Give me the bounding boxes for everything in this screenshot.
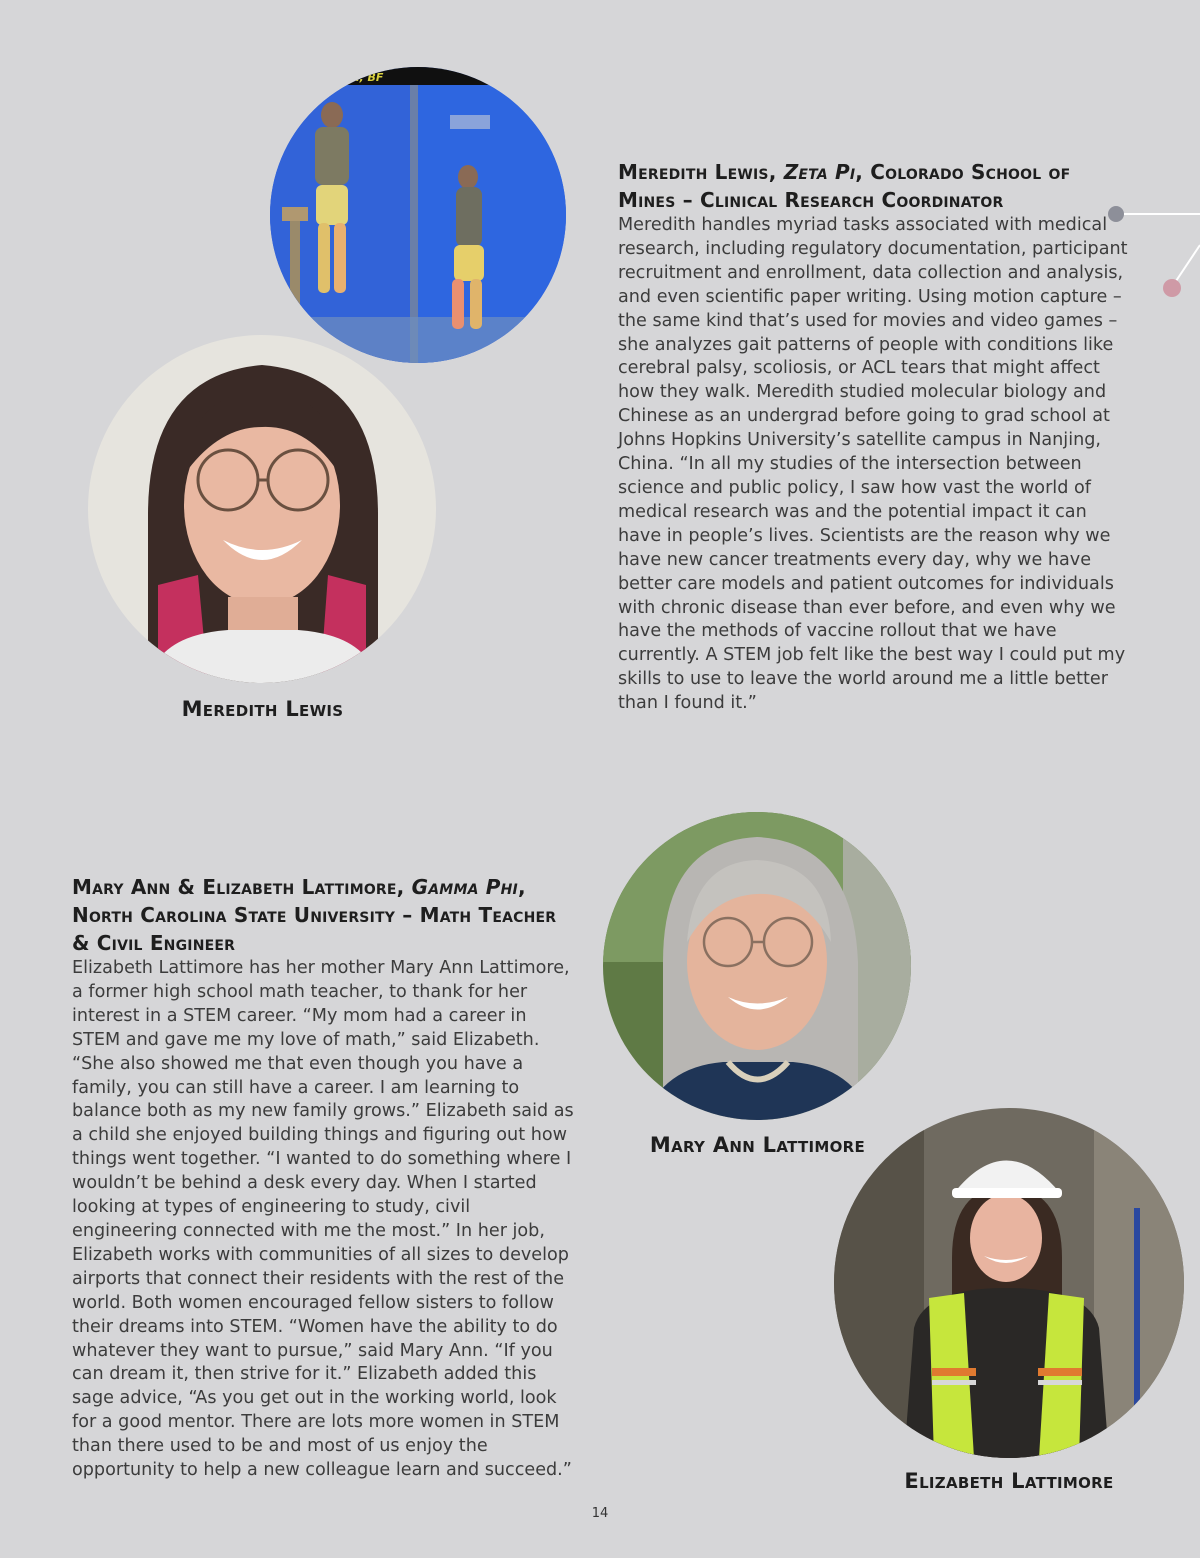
mary-ann-lattimore-photo <box>603 812 911 1120</box>
motion-label: m, BF <box>348 71 384 84</box>
mary-ann-lattimore-caption: Mary Ann Lattimore <box>649 1133 866 1157</box>
elizabeth-lattimore-caption: Elizabeth Lattimore <box>904 1469 1114 1493</box>
heading-name: Meredith Lewis, <box>618 160 777 184</box>
heading-rest: , North Carolina State University – Math Teacher & Civil Engineer <box>72 875 557 955</box>
page-number: 14 <box>591 1506 609 1521</box>
pink-dot-icon <box>1163 279 1181 297</box>
motion-capture-photo <box>270 67 566 363</box>
elizabeth-lattimore-photo <box>834 1108 1184 1458</box>
heading-chapter: Zeta Pi <box>783 160 856 184</box>
heading-name: Mary Ann & Elizabeth Lattimore, <box>72 875 405 899</box>
meredith-lewis-heading <box>618 158 1130 214</box>
lattimore-heading <box>72 873 580 957</box>
meredith-lewis-body: Meredith handles myriad tasks associated with medical research, including regulatory documentation, participant recruitment and enrollment, data collection and analysis, and even scientific paper writing. Using motion capture – the same kind that’s used for movies and video games – she analyzes gait patterns of people with conditions like cerebral palsy, scoliosis, or ACL tears that might affect how they walk. Meredith studied molecular biology and Chinese as an undergrad before going to grad school at Johns Hopkins University’s satellite campus in Nanjing, China. “In all my studies of the intersection between science and public policy, I saw how vast the world of medical research was and the potential impact it can have in people’s lives. Scientists are the reason why we have new cancer treatments every day, why we have better care models and patient outcomes for individuals with chronic disease than ever before, and even why we have the methods of vaccine rollout that we have currently. A STEM job felt like the best way I could put my skills to use to leave the world around me a little better than I found it.” <box>618 215 1128 714</box>
heading-chapter: Gamma Phi <box>411 875 518 899</box>
meredith-lewis-photo <box>88 335 436 683</box>
meredith-lewis-caption: Meredith Lewis <box>181 697 344 721</box>
heading-rest: , Colorado School of Mines – Clinical Research Coordinator <box>618 160 1071 212</box>
lattimore-body: Elizabeth Lattimore has her mother Mary Ann Lattimore, a former high school math teacher, to thank for her interest in a STEM career. “My mom had a career in STEM and gave me my love of math,” said Elizabeth. “She also showed me that even though you have a family, you can still have a career. I am learning to balance both as my new family grows.” Elizabeth said as a child she enjoyed building things and figuring out how things went together. “I wanted to do something where I wouldn’t be behind a desk every day. When I started looking at types of engineering to study, civil engineering connected with me the most.” In her job, Elizabeth works with communities of all sizes to develop airports that connect their residents with the rest of the world. Both women encouraged fellow sisters to follow their dreams into STEM. “Women have the ability to do whatever they want to pursue,” said Mary Ann. “If you can dream it, then strive for it.” Elizabeth added this sage advice, “As you get out in the working world, look for a good mentor. There are lots more women in STEM than there used to be and most of us enjoy the opportunity to help a new colleague learn and succeed.” <box>72 958 574 1481</box>
lattimore-article <box>72 873 580 1483</box>
meredith-lewis-article <box>618 158 1130 716</box>
